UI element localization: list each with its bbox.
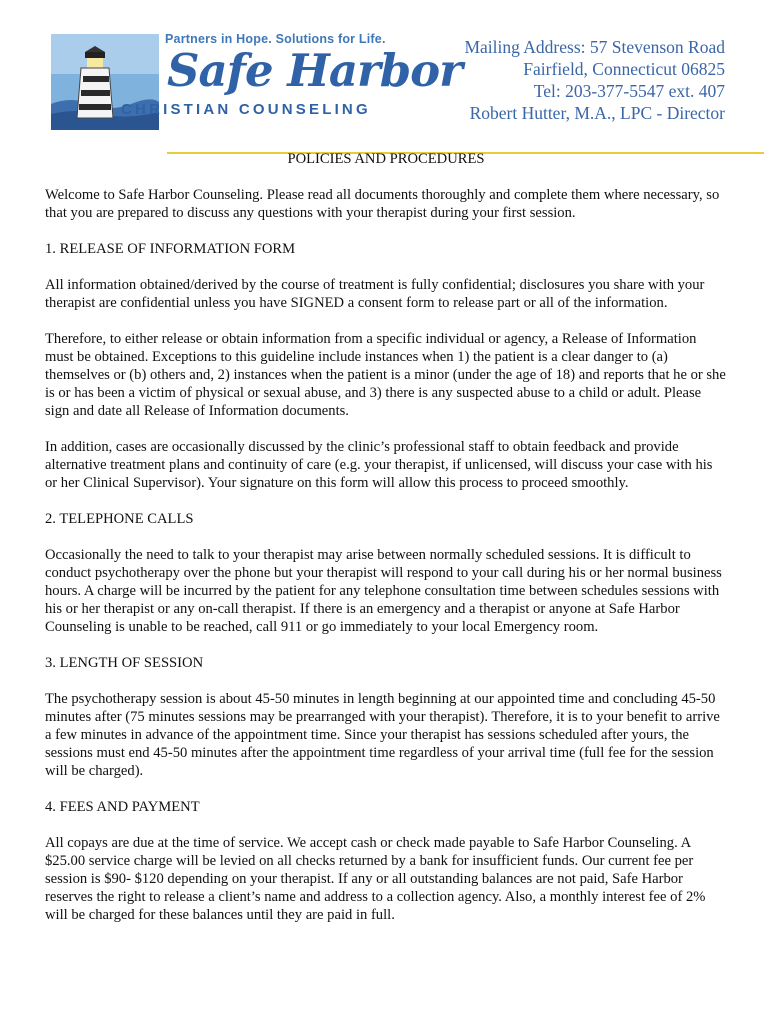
address-line: Mailing Address: 57 Stevenson Road [464, 37, 725, 57]
brand-name: Safe Harbor [167, 44, 462, 97]
phone-line: Tel: 203-377-5547 ext. 407 [533, 81, 725, 101]
tagline: Partners in Hope. Solutions for Life. [165, 32, 386, 46]
section-paragraph: In addition, cases are occasionally discussed by the clinic’s professional staff to obtain feedback and provide alternative treatment plans and continuity of care (e.g. your therapist, if unlicensed, will discuss your case with his or her Clinical Supervisor). Your signature on this form will allow this process to proceed smoothly. [45, 439, 713, 491]
page-title: POLICIES AND PROCEDURES [287, 151, 485, 167]
intro-paragraph: Welcome to Safe Harbor Counseling. Please read all documents thoroughly and complete them where necessary, so that you are prepared to discuss any questions with your therapist during your first session. [45, 187, 720, 221]
section-heading: 2. TELEPHONE CALLS [45, 511, 194, 527]
section-paragraph: Therefore, to either release or obtain information from a specific individual or agency, a Release of Information must be obtained. Exceptions to this guideline include instances when 1) the patient is a clear danger to (a) themselves or (b) others and, 2) instances when the patient is a minor (under the age of 18) and reports that he or she is or has been a victim of physical or sexual abuse, and 3) there is any suspected abuse to a child or adult. Please sign and date all Release of Information documents. [45, 331, 726, 419]
section-paragraph: All copays are due at the time of service. We accept cash or check made payable to Safe Harbor Counseling. A $25.00 service charge will be levied on all checks returned by a bank for insufficient funds. Our current fee per session is $90- $120 depending on your therapist. If any or all outstanding balances are not paid, Safe Harbor reserves the right to release a client’s name and address to a collection agency. Also, a monthly interest fee of 2% will be charged for these balances until they are paid in full. [45, 835, 706, 923]
section-heading: 3. LENGTH OF SESSION [45, 655, 204, 671]
brand-subtitle: CHRISTIAN COUNSELING [121, 101, 371, 118]
section-paragraph: Occasionally the need to talk to your therapist may arise between normally scheduled sessions. It is difficult to conduct psychotherapy over the phone but your therapist will respond to your call during his or her normal business hours. A charge will be incurred by the patient for any telephone consultation time between schedules sessions with his or her therapist or any on-call therapist. If there is an emergency and a therapist or anyone at Safe Harbor Counseling is unable to be reached, call 911 or go immediately to your local Emergency room. [45, 547, 722, 635]
mailing-address [464, 36, 725, 124]
section-paragraph: All information obtained/derived by the course of treatment is fully confidential; disclosures you share with your therapist are confidential unless you have SIGNED a consent form to release part or all of the information. [45, 277, 705, 311]
document-body [45, 150, 727, 942]
section-heading: 4. FEES AND PAYMENT [45, 799, 200, 815]
section-paragraph: The psychotherapy session is about 45-50 minutes in length beginning at our appointed time and concluding 45-50 minutes after (75 minutes sessions may be prearranged with your therapist). Therefore, it is to your benefit to arrive a few minutes in advance of the appointment time. Since your therapist has sessions scheduled after yours, the sessions must end 45-50 minutes after the appointment time regardless of your arrival time (full fee for the session will be charged). [45, 691, 720, 779]
section-heading: 1. RELEASE OF INFORMATION FORM [45, 241, 296, 257]
director-line: Robert Hutter, M.A., LPC - Director [469, 103, 725, 123]
address-line: Fairfield, Connecticut 06825 [523, 59, 725, 79]
letterhead [45, 28, 725, 128]
